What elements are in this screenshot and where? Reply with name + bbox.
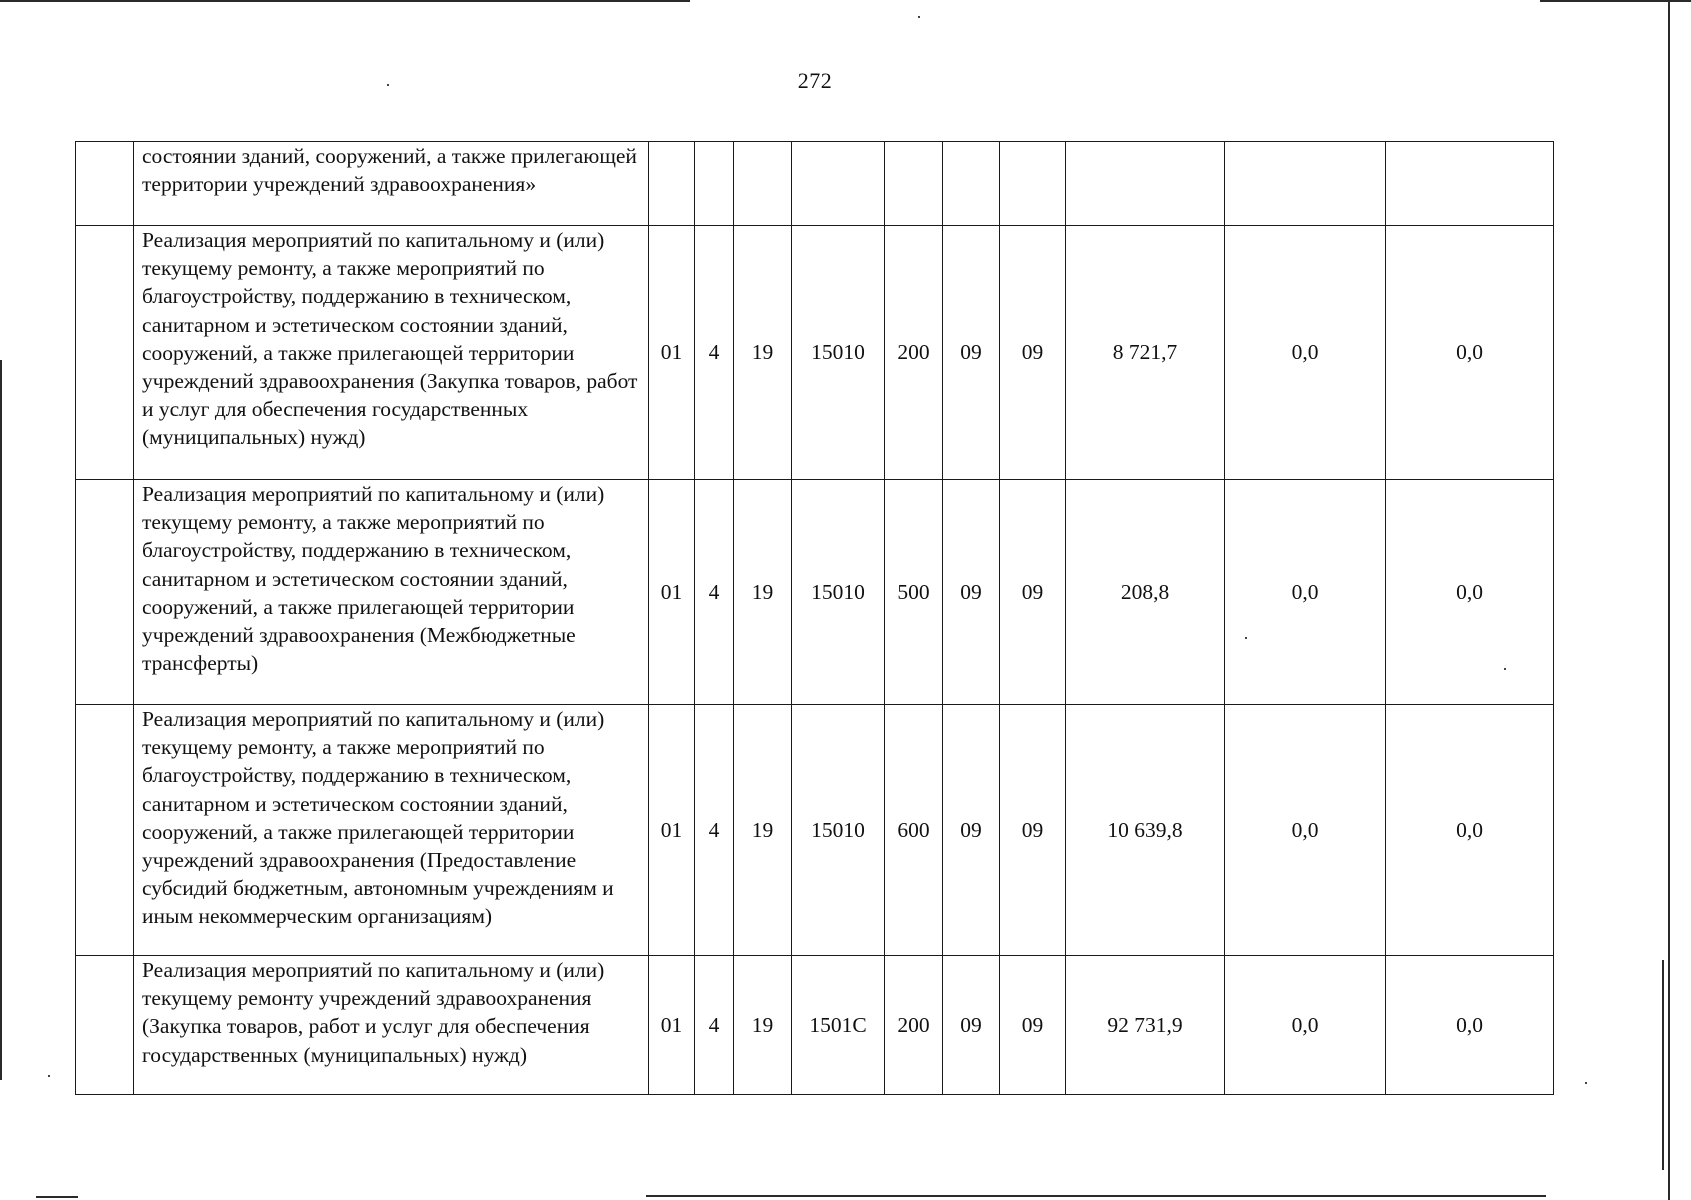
row-index-cell — [76, 480, 134, 705]
page-number: 272 — [797, 68, 833, 93]
code-cell: 09 — [1000, 226, 1066, 480]
amount-cell: 0,0 — [1225, 956, 1386, 1095]
scan-speck — [918, 16, 920, 18]
code-cell: 500 — [885, 480, 943, 705]
scan-edge-bottom-mid — [646, 1195, 1546, 1197]
description-cell: Реализация мероприятий по капитальному и (или) текущему ремонту, а также мероприятий по благоустройству, поддержанию в техническом, санитарном и эстетическом состоянии зданий, сооружений, а также прилегающей территории учреждений здравоохранения (Межбюджетные трансферты) — [134, 480, 649, 705]
amount-cell: 0,0 — [1386, 956, 1554, 1095]
code-cell: 09 — [1000, 956, 1066, 1095]
table-row — [76, 142, 1554, 226]
amount-cell: 0,0 — [1386, 480, 1554, 705]
code-cell — [885, 142, 943, 226]
code-cell: 09 — [1000, 705, 1066, 956]
table-row — [76, 705, 1554, 956]
code-cell: 09 — [943, 705, 1000, 956]
row-index-cell — [76, 705, 134, 956]
scan-edge-right-inner — [1662, 960, 1664, 1170]
code-cell: 19 — [734, 705, 792, 956]
amount-cell: 0,0 — [1225, 480, 1386, 705]
row-index-cell — [76, 956, 134, 1095]
scan-edge-top-left — [0, 0, 690, 2]
code-cell: 4 — [695, 226, 734, 480]
amount-cell: 0,0 — [1225, 705, 1386, 956]
code-cell: 09 — [943, 956, 1000, 1095]
row-index-cell — [76, 142, 134, 226]
description-cell: Реализация мероприятий по капитальному и (или) текущему ремонту, а также мероприятий по благоустройству, поддержанию в техническом, санитарном и эстетическом состоянии зданий, сооружений, а также прилегающей территории учреждений здравоохранения (Закупка товаров, работ и услуг для обеспечения государственных (муниципальных) нужд) — [134, 226, 649, 480]
description-cell: Реализация мероприятий по капитальному и (или) текущему ремонту, а также мероприятий по благоустройству, поддержанию в техническом, санитарном и эстетическом состоянии зданий, сооружений, а также прилегающей территории учреждений здравоохранения (Предоставление субсидий бюджетным, автономным учреждениям и иным некоммерческим организациям) — [134, 705, 649, 956]
scan-edge-right — [1668, 0, 1670, 1200]
code-cell: 01 — [649, 956, 695, 1095]
scan-speck — [48, 1075, 50, 1077]
scan-edge-bottom-left — [36, 1196, 78, 1198]
budget-table — [75, 141, 1554, 1095]
row-index-cell — [76, 226, 134, 480]
code-cell: 09 — [943, 480, 1000, 705]
description-cell: Реализация мероприятий по капитальному и (или) текущему ремонту учреждений здравоохранения (Закупка товаров, работ и услуг для обеспечения государственных (муниципальных) нужд) — [134, 956, 649, 1095]
amount-cell: 208,8 — [1066, 480, 1225, 705]
amount-cell: 8 721,7 — [1066, 226, 1225, 480]
code-cell: 01 — [649, 705, 695, 956]
amount-cell: 0,0 — [1386, 226, 1554, 480]
code-cell: 19 — [734, 226, 792, 480]
code-cell — [734, 142, 792, 226]
amount-cell: 10 639,8 — [1066, 705, 1225, 956]
code-cell — [1000, 142, 1066, 226]
code-cell: 4 — [695, 956, 734, 1095]
code-cell: 19 — [734, 956, 792, 1095]
scan-speck — [1585, 1082, 1587, 1084]
code-cell — [943, 142, 1000, 226]
code-cell: 01 — [649, 480, 695, 705]
amount-cell — [1386, 142, 1554, 226]
code-cell — [649, 142, 695, 226]
table-row — [76, 480, 1554, 705]
code-cell: 15010 — [792, 480, 885, 705]
code-cell: 200 — [885, 956, 943, 1095]
table-row — [76, 226, 1554, 480]
amount-cell: 0,0 — [1225, 226, 1386, 480]
code-cell: 1501С — [792, 956, 885, 1095]
code-cell: 09 — [943, 226, 1000, 480]
code-cell: 600 — [885, 705, 943, 956]
code-cell: 01 — [649, 226, 695, 480]
code-cell — [695, 142, 734, 226]
code-cell: 15010 — [792, 705, 885, 956]
code-cell: 09 — [1000, 480, 1066, 705]
amount-cell — [1066, 142, 1225, 226]
code-cell: 200 — [885, 226, 943, 480]
code-cell: 4 — [695, 480, 734, 705]
code-cell: 4 — [695, 705, 734, 956]
description-cell: состоянии зданий, сооружений, а также прилегающей территории учреждений здравоохранения» — [134, 142, 649, 226]
amount-cell: 0,0 — [1386, 705, 1554, 956]
scan-edge-left — [0, 360, 2, 1080]
code-cell: 15010 — [792, 226, 885, 480]
table-row — [76, 956, 1554, 1095]
code-cell — [792, 142, 885, 226]
amount-cell — [1225, 142, 1386, 226]
code-cell: 19 — [734, 480, 792, 705]
amount-cell: 92 731,9 — [1066, 956, 1225, 1095]
